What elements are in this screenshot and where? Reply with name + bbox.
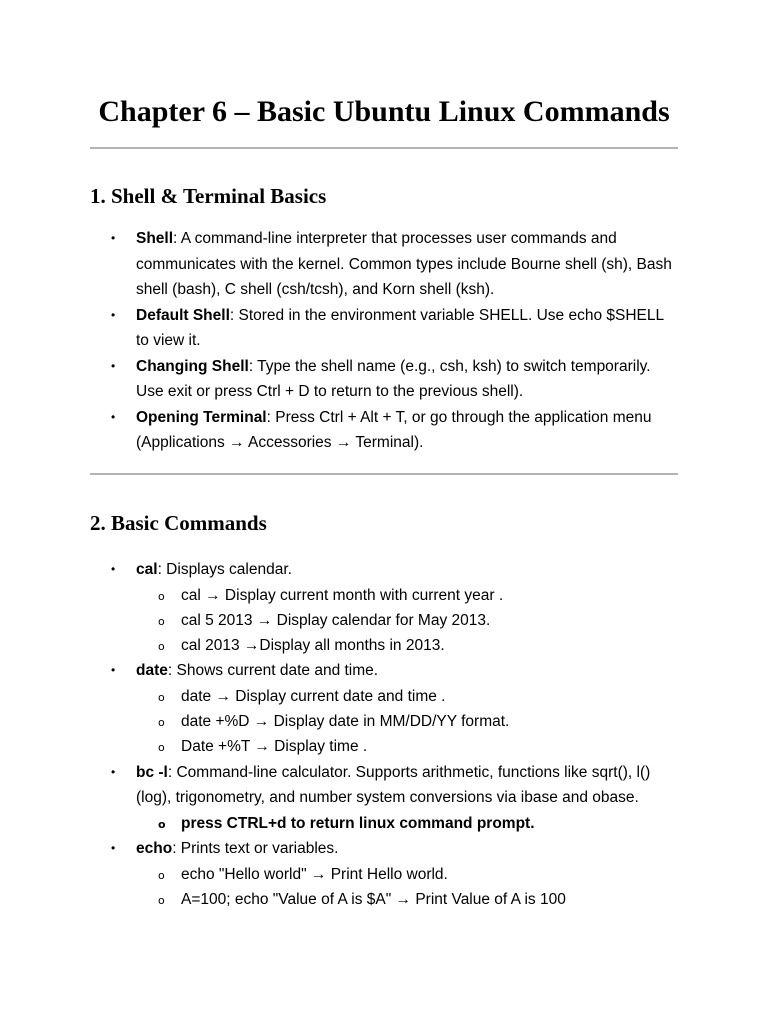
description: : Command-line calculator. Supports arithmetic, functions like sqrt(), l() (log), trigonometry, and number system conversions via ibase and obase. [136, 763, 651, 807]
list-item-default-shell [0, 303, 768, 354]
divider [90, 473, 678, 475]
sub-list-item: o press CTRL+d to return linux command prompt. [136, 811, 672, 836]
sub-list-item: o date +%D → Display date in MM/DD/YY format. [136, 709, 672, 734]
term: bc -l [136, 763, 168, 781]
circle-bullet-icon: o [158, 640, 165, 654]
circle-bullet-icon: o [158, 741, 165, 755]
sub-list-item: o echo "Hello world" → Print Hello world. [136, 862, 672, 887]
sub-list [136, 684, 672, 760]
sub-list-item: o A=100; echo "Value of A is $A" → Print Value of A is 100 [136, 887, 672, 912]
bullet-icon: • [111, 764, 116, 779]
divider [90, 147, 678, 149]
list-item-shell [0, 226, 768, 303]
section-heading-basic-commands: 2. Basic Commands [90, 511, 267, 535]
sub-list-item: o cal → Display current month with current year . [136, 583, 672, 608]
circle-bullet-icon: o [158, 817, 166, 831]
circle-bullet-icon: o [158, 614, 165, 628]
sub-list [136, 811, 672, 836]
term: Changing Shell [136, 357, 249, 375]
bullet-icon: • [111, 663, 116, 678]
bullet-icon: • [111, 562, 116, 576]
circle-bullet-icon: o [158, 589, 165, 603]
circle-bullet-icon: o [158, 868, 165, 882]
term: Opening Terminal [136, 408, 267, 426]
term: date [136, 662, 168, 680]
list-item-changing-shell [0, 354, 768, 405]
term: echo [136, 840, 173, 858]
sub-list-item: o Date +%T → Display time . [136, 734, 672, 759]
circle-bullet-icon: o [158, 716, 165, 730]
list-item-echo [0, 836, 768, 912]
list-item-date [0, 658, 768, 759]
description: : Type the shell name (e.g., csh, ksh) to switch temporarily. Use exit or press Ctrl + D to return to the previous shell). [136, 357, 651, 400]
term: Default Shell [136, 306, 230, 324]
description: : Displays calendar. [157, 561, 292, 578]
bullet-icon: • [111, 841, 116, 856]
description: : Press Ctrl + Alt + T, or go through the application menu (Applications → Accessories → Terminal). [136, 408, 652, 451]
sub-list [136, 862, 672, 913]
circle-bullet-icon: o [158, 893, 165, 907]
description: : Shows current date and time. [167, 662, 379, 680]
list-item-cal [0, 557, 768, 658]
sub-list [136, 583, 672, 659]
sub-list-item: o cal 5 2013 → Display calendar for May 2013. [136, 608, 672, 633]
bullet-icon: • [111, 307, 116, 322]
sub-list-item: o date → Display current date and time . [136, 684, 672, 709]
term: Shell [136, 230, 174, 247]
term: cal [136, 561, 158, 578]
section-heading-shell-terminal: 1. Shell & Terminal Basics [90, 184, 327, 208]
bullet-icon: • [111, 358, 116, 373]
shell-terminal-list [0, 226, 768, 456]
description: : Stored in the environment variable SHELL. Use echo $SHELL to view it. [136, 306, 664, 349]
sub-list-item: o cal 2013 →Display all months in 2013. [136, 633, 672, 658]
circle-bullet-icon: o [158, 690, 165, 704]
page-title: Chapter 6 – Basic Ubuntu Linux Commands [98, 95, 670, 128]
bullet-icon: • [111, 409, 116, 424]
list-item-bc [0, 760, 768, 836]
description: : A command-line interpreter that processes user commands and communicates with the kernel. Common types include Bourne shell (sh), Bash shell (bash), C shell (csh/tcsh), and Korn shell (ksh). [136, 230, 672, 298]
basic-commands-list [0, 557, 768, 912]
list-item-opening-terminal [0, 405, 768, 456]
description: : Prints text or variables. [172, 840, 339, 858]
bullet-icon: • [111, 231, 116, 245]
